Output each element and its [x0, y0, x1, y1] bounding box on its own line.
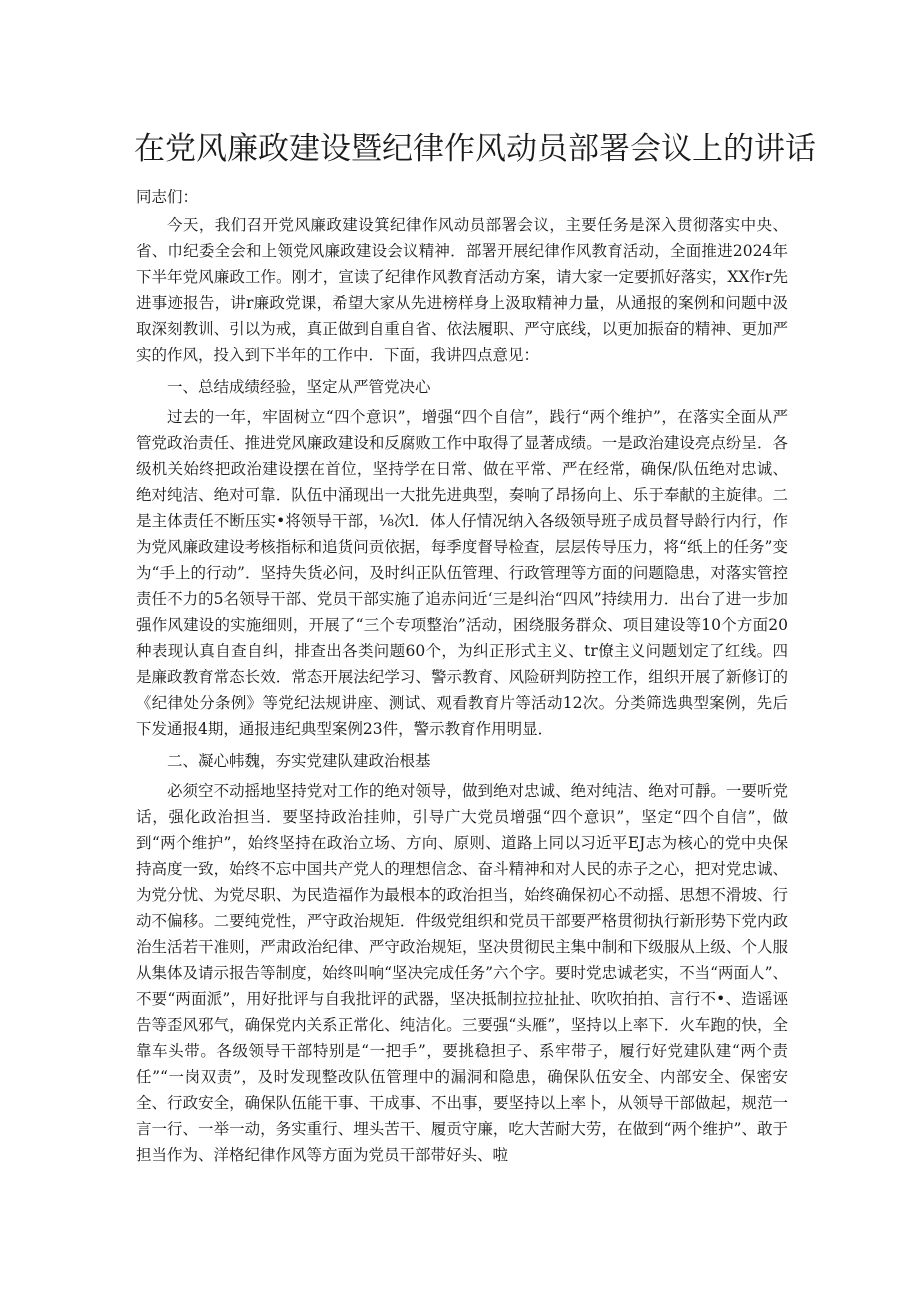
- document-page: [134, 126, 816, 1168]
- document-title: 在党风廉政建设暨纪律作风动员部署会议上的讲话: [134, 131, 816, 167]
- section-body-1: 过去的一年，牢固树立“四个意识”，增强“四个自信”，践行“两个维护”，在落实全面从严管党政治责任、推进党风廉政建设和反腐败工作中取得了显著成绩。一是政治建设亮点纷呈．各级机关始终把政治建设摆在首位，坚持学在日常、做在平常、严在经常，确保/队伍绝对忠诚、绝对纯洁、绝对可靠．队伍中涌现出一大批先进典型，奏响了昂扬向上、乐于奉献的主旋律。二是主体责任不断压实•将领导干部，⅛次l．体人仔情况纳入各级领导班子成员督导龄行内行，作为党风廉政建设考核指标和追货问贡依据，每季度督导检查，层层传导压力，将“纸上的任务”变为“手上的行动”．坚持失货必问，及时纠正队伍管理、行政管理等方面的问题隐患，对落实管控责任不力的5名领导干部、党员干部实施了追赤问近‘三是纠治“四风”持续用力．出台了进一步加强作风建设的实施细则，开展了“三个专项整治”活动，困绕服务群众、项目建设等10个方面20种表现认真自查自纠，排查出各类问题60个，为纠正形式主义、tr僚主义问题划定了红线。四是廉政教育常态长效．常态开展法纪学习、警示教育、风险研判防控工作，组织开展了新修订的《纪律处分条例》等党纪法规讲座、测试、观看教育片等活动12次。分类筛选典型案例，先后下发通报4期，通报违纪典型案例23件，警示教育作用明显．: [136, 408, 788, 738]
- section-heading-2: 二、凝心帏魏，夯实党建队建政治根基: [167, 752, 431, 770]
- salutation: 同志们：: [136, 188, 199, 206]
- section-body-2: 必须空不动摇地坚持党对工作的绝对领导，做到绝对忠诚、绝对纯洁、绝对可靜。一要听党话，强化政治担当．要坚持政治挂帅，引导广大党员增强“四个意识”，坚定“四个自信”，做到“两个维护”，始终坚持在政治立场、方向、原则、道路上同以习近平EJ志为核心的党中央保持高度一致，始终不忘中国共产党人的理想信念、奋斗精神和对人民的赤子之心，把对党忠诚、为党分忧、为党尽职、为民造福作为最根本的政治担当，始终确保初心不动摇、思想不滑坡、行动不偏移。二要纯党性，严守政治规矩．件级党组织和党员干部要严格贯彻执行新形势下党内政治生活若干准则，严肃政治纪律、严守政治规矩，坚决贯彻民主集中制和下级服从上级、个人服从集体及请示报告等制度，始终叫响“坚决完成任务”六个字。要时党忠诚老实，不当“两面人”、不要“两面派”，用好批评与自我批评的武器，坚决抵制拉拉扯扯、吹吹拍拍、言行不•、造谣诬告等歪风邪气，确保党内关系正常化、纯洁化。三要强“头雁”，坚持以上率下．火车跑的快，全靠车头带。各级领导干部特别是“一把手”，要挑稳担子、系牢带子，履行好党建队建“两个责任”“一岗双责”，及时发现整改队伍管理中的漏洞和隐患，确保队伍安全、内部安全、保密安全、行政安全，确保队伍能干事、干成事、不出事，要坚持以上率卜，从领导干部做起，规范一言一行、一举一动，务实重行、埋头苦干、履贡守廉，吃大苦耐大劳，在做到“两个维护”、敢于担当作为、洋格纪律作风等方面为党员干部带好头、啦: [136, 782, 788, 1164]
- section-heading-1: 一、总结成绩经验，坚定从严管党决心: [167, 378, 431, 396]
- intro-paragraph: 今天，我们召开党风廉政建设箕纪律作风动员部署会议，主要任务是深入贯彻落实中央、省、巾纪委全会和上领党风廉政建设会议精神．部署开展纪律作风教育活动，全面推进2024年下半年党风廉政工作。刚才，宣读了纪律作风教育活动方案，请大家一定要抓好落实，XX作r先进事迹报告，讲r廉政党课，希望大家从先进榜样身上汲取精神力量，从通报的案例和问题中汲取深刻教训、引以为戒，真正做到自重自省、依法履职、严守底线，以更加振奋的精神、更加严实的作风，投入到下半年的工作中．下面，我讲四点意见：: [136, 216, 788, 364]
